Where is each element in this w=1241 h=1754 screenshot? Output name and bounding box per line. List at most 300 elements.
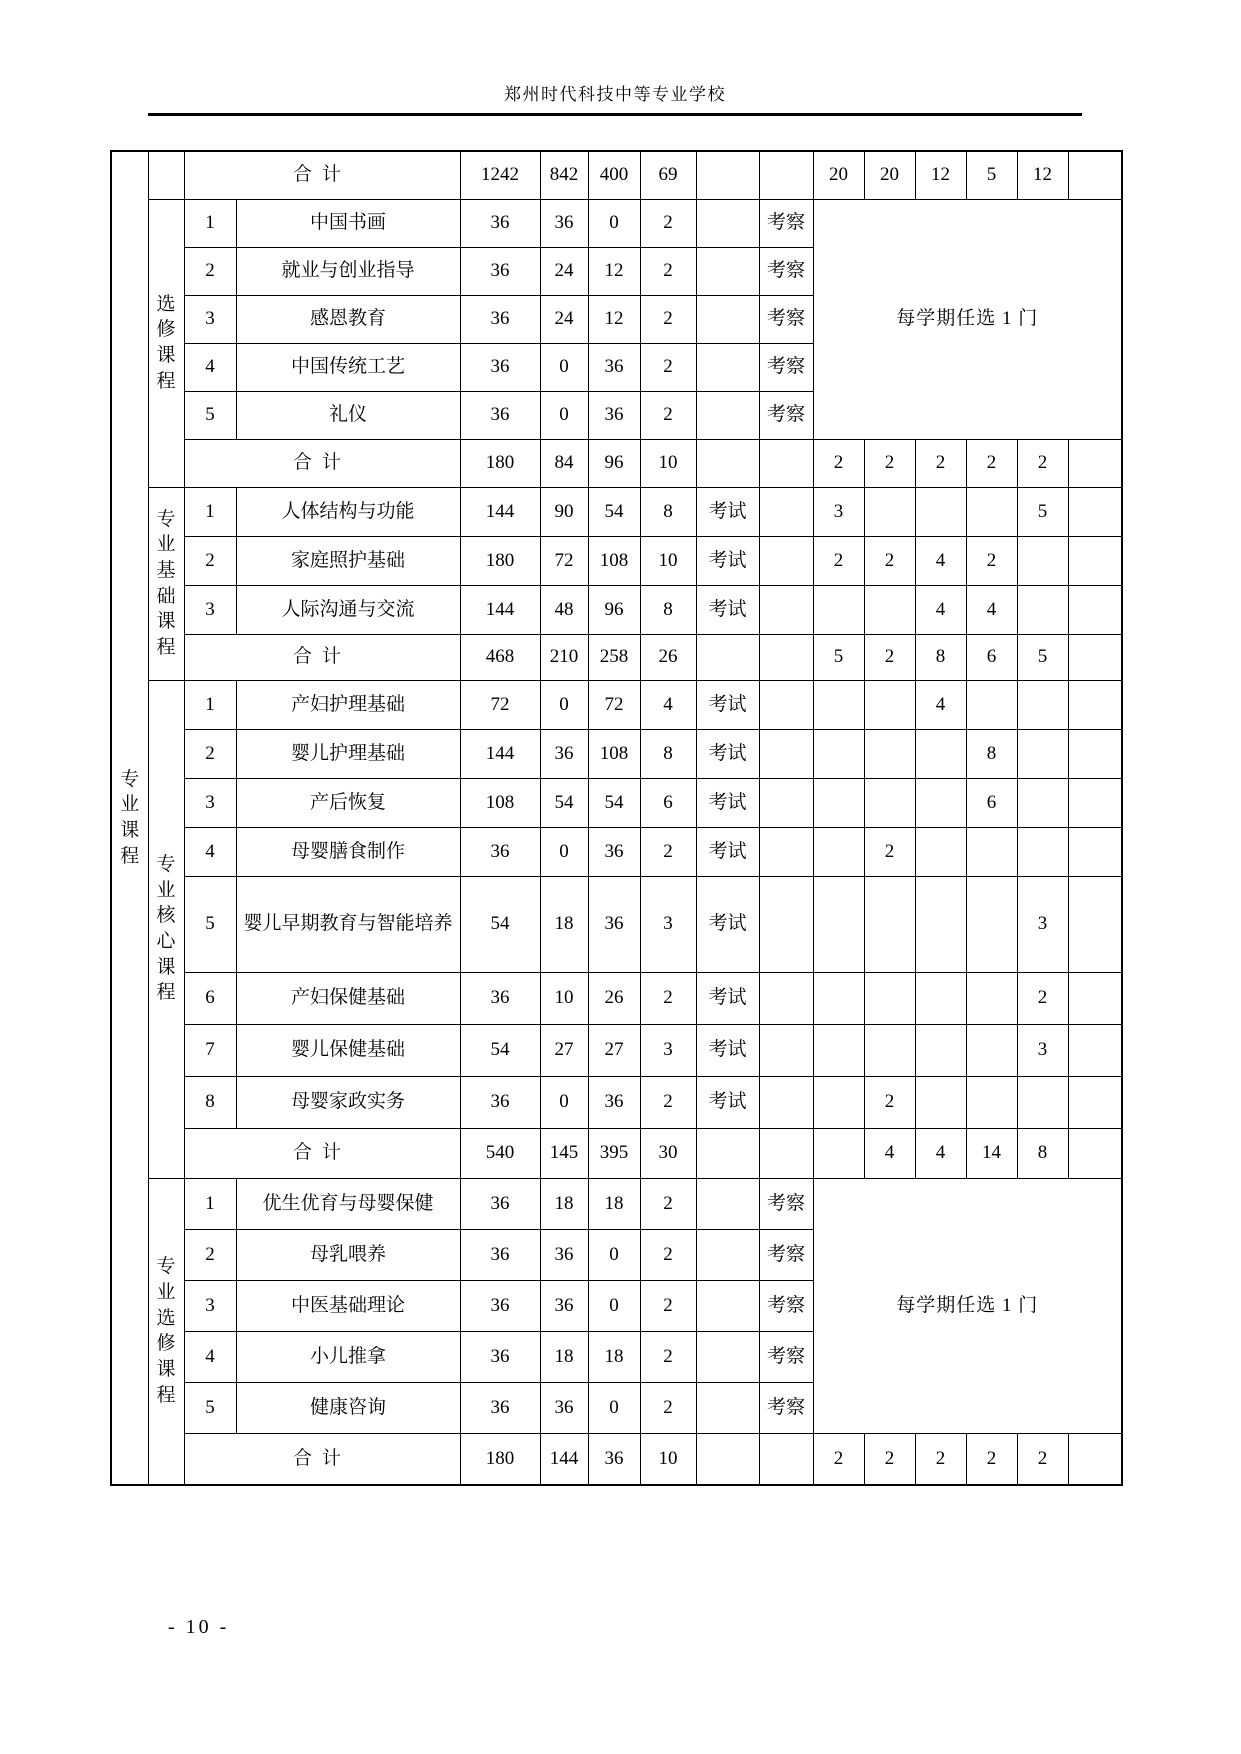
col-total-hours: 36 xyxy=(460,1076,540,1128)
col-semester-5: 2 xyxy=(1017,439,1068,487)
col-semester-2: 2 xyxy=(864,1076,915,1128)
table-row xyxy=(111,972,1122,1024)
col-practice-hours: 96 xyxy=(588,439,640,487)
col-course-name: 产妇保健基础 xyxy=(236,972,460,1024)
col-credits: 69 xyxy=(640,151,696,199)
col-semester-6 xyxy=(1068,680,1122,729)
col-semester-6 xyxy=(1068,585,1122,634)
col-credits: 2 xyxy=(640,1178,696,1229)
col-theory-hours: 145 xyxy=(540,1128,588,1178)
col-semester-5: 2 xyxy=(1017,972,1068,1024)
col-credits: 30 xyxy=(640,1128,696,1178)
col-credits: 2 xyxy=(640,1229,696,1280)
col-semester-4: 2 xyxy=(966,536,1017,585)
col-semester-3: 4 xyxy=(915,1128,966,1178)
col-course-name: 产妇护理基础 xyxy=(236,680,460,729)
col-semester-6 xyxy=(1068,972,1122,1024)
col-semester-2 xyxy=(864,876,915,972)
table-row xyxy=(111,536,1122,585)
col-semester-4: 6 xyxy=(966,634,1017,680)
col-practice-hours: 36 xyxy=(588,876,640,972)
col-total-hours: 144 xyxy=(460,729,540,778)
table-row xyxy=(111,876,1122,972)
col-semester-1 xyxy=(813,778,864,827)
col-course-name: 母婴膳食制作 xyxy=(236,827,460,876)
col-exam: 考试 xyxy=(696,536,759,585)
elective-note-cell: 每学期任选 1 门 xyxy=(813,1178,1122,1433)
col-credits: 4 xyxy=(640,680,696,729)
col-semester-5 xyxy=(1017,536,1068,585)
col-theory-hours: 0 xyxy=(540,680,588,729)
grand-total-label: 合计 xyxy=(184,151,460,199)
col-semester-5 xyxy=(1017,1076,1068,1128)
col-semester-3 xyxy=(915,487,966,536)
col-exam xyxy=(696,247,759,295)
col-course-name: 婴儿护理基础 xyxy=(236,729,460,778)
col-exam: 考试 xyxy=(696,972,759,1024)
col-serial: 4 xyxy=(184,827,236,876)
col-serial: 8 xyxy=(184,1076,236,1128)
col-exam xyxy=(696,1178,759,1229)
col-semester-4: 8 xyxy=(966,729,1017,778)
table-row xyxy=(111,634,1122,680)
col-serial: 4 xyxy=(184,1331,236,1382)
col-check xyxy=(759,1076,813,1128)
col-exam xyxy=(696,199,759,247)
col-semester-5 xyxy=(1017,585,1068,634)
col-check xyxy=(759,972,813,1024)
col-course-name: 礼仪 xyxy=(236,391,460,439)
col-theory-hours: 36 xyxy=(540,729,588,778)
section-label: 专业核心课程 xyxy=(148,680,184,1178)
col-semester-6 xyxy=(1068,151,1122,199)
col-check xyxy=(759,1128,813,1178)
col-credits: 8 xyxy=(640,729,696,778)
col-semester-2: 20 xyxy=(864,151,915,199)
col-semester-5 xyxy=(1017,778,1068,827)
col-course-name: 中国书画 xyxy=(236,199,460,247)
curriculum-table xyxy=(110,150,1123,1486)
col-semester-3 xyxy=(915,827,966,876)
col-semester-3: 4 xyxy=(915,680,966,729)
col-theory-hours: 54 xyxy=(540,778,588,827)
section-total-label: 合计 xyxy=(184,439,460,487)
col-total-hours: 54 xyxy=(460,1024,540,1076)
col-semester-6 xyxy=(1068,1076,1122,1128)
col-theory-hours: 144 xyxy=(540,1433,588,1485)
col-total-hours: 36 xyxy=(460,827,540,876)
col-practice-hours: 26 xyxy=(588,972,640,1024)
col-serial: 1 xyxy=(184,680,236,729)
col-credits: 2 xyxy=(640,247,696,295)
col-exam xyxy=(696,1128,759,1178)
col-practice-hours: 72 xyxy=(588,680,640,729)
col-check: 考察 xyxy=(759,1382,813,1433)
col-semester-6 xyxy=(1068,634,1122,680)
col-semester-1 xyxy=(813,729,864,778)
col-serial: 2 xyxy=(184,1229,236,1280)
col-course-name: 母乳喂养 xyxy=(236,1229,460,1280)
col-theory-hours: 0 xyxy=(540,827,588,876)
col-exam xyxy=(696,151,759,199)
col-semester-3 xyxy=(915,1076,966,1128)
col-course-name: 婴儿保健基础 xyxy=(236,1024,460,1076)
col-practice-hours: 395 xyxy=(588,1128,640,1178)
col-theory-hours: 0 xyxy=(540,343,588,391)
col-semester-1: 3 xyxy=(813,487,864,536)
col-credits: 10 xyxy=(640,536,696,585)
col-total-hours: 1242 xyxy=(460,151,540,199)
col-check xyxy=(759,827,813,876)
col-practice-hours: 108 xyxy=(588,536,640,585)
col-total-hours: 36 xyxy=(460,343,540,391)
col-course-name: 人体结构与功能 xyxy=(236,487,460,536)
col-semester-4 xyxy=(966,972,1017,1024)
col-semester-6 xyxy=(1068,827,1122,876)
section-total-label: 合计 xyxy=(184,1128,460,1178)
col-theory-hours: 18 xyxy=(540,1331,588,1382)
col-practice-hours: 12 xyxy=(588,295,640,343)
col-total-hours: 468 xyxy=(460,634,540,680)
col-semester-1: 5 xyxy=(813,634,864,680)
col-semester-6 xyxy=(1068,876,1122,972)
col-semester-5: 3 xyxy=(1017,876,1068,972)
col-theory-hours: 842 xyxy=(540,151,588,199)
section-label: 专业选修课程 xyxy=(148,1178,184,1485)
col-semester-5: 5 xyxy=(1017,487,1068,536)
col-check: 考察 xyxy=(759,1331,813,1382)
col-check: 考察 xyxy=(759,391,813,439)
table-row xyxy=(111,199,1122,247)
col-course-name: 母婴家政实务 xyxy=(236,1076,460,1128)
col-semester-2: 2 xyxy=(864,439,915,487)
col-theory-hours: 36 xyxy=(540,1382,588,1433)
col-practice-hours: 36 xyxy=(588,827,640,876)
col-semester-1 xyxy=(813,827,864,876)
col-total-hours: 36 xyxy=(460,391,540,439)
col-semester-1: 2 xyxy=(813,536,864,585)
col-practice-hours: 108 xyxy=(588,729,640,778)
col-semester-2 xyxy=(864,1024,915,1076)
col-semester-4: 14 xyxy=(966,1128,1017,1178)
col-semester-5: 8 xyxy=(1017,1128,1068,1178)
col-semester-2 xyxy=(864,585,915,634)
col-semester-5 xyxy=(1017,729,1068,778)
col-theory-hours: 36 xyxy=(540,1229,588,1280)
col-course-name: 优生优育与母婴保健 xyxy=(236,1178,460,1229)
col-practice-hours: 0 xyxy=(588,199,640,247)
table-row xyxy=(111,827,1122,876)
col-semester-3 xyxy=(915,729,966,778)
col-total-hours: 72 xyxy=(460,680,540,729)
col-exam: 考试 xyxy=(696,876,759,972)
col-semester-2: 2 xyxy=(864,536,915,585)
col-course-name: 健康咨询 xyxy=(236,1382,460,1433)
page-number: - 10 - xyxy=(168,1616,230,1638)
col-semester-2: 2 xyxy=(864,827,915,876)
col-course-name: 中医基础理论 xyxy=(236,1280,460,1331)
table-row xyxy=(111,439,1122,487)
col-serial: 3 xyxy=(184,778,236,827)
header-underline xyxy=(148,113,1082,116)
col-course-name: 产后恢复 xyxy=(236,778,460,827)
col-semester-4: 2 xyxy=(966,439,1017,487)
table-row xyxy=(111,729,1122,778)
col-semester-1: 2 xyxy=(813,439,864,487)
col-theory-hours: 0 xyxy=(540,391,588,439)
col-exam: 考试 xyxy=(696,1024,759,1076)
col-semester-6 xyxy=(1068,1433,1122,1485)
col-semester-3: 4 xyxy=(915,536,966,585)
col-exam: 考试 xyxy=(696,680,759,729)
col-semester-6 xyxy=(1068,1024,1122,1076)
col-practice-hours: 54 xyxy=(588,778,640,827)
col-theory-hours: 84 xyxy=(540,439,588,487)
col-total-hours: 144 xyxy=(460,487,540,536)
col-practice-hours: 0 xyxy=(588,1280,640,1331)
col-course-name: 小儿推拿 xyxy=(236,1331,460,1382)
col-semester-2 xyxy=(864,680,915,729)
col-serial: 2 xyxy=(184,729,236,778)
col-check xyxy=(759,1433,813,1485)
col-practice-hours: 36 xyxy=(588,1433,640,1485)
col-serial: 5 xyxy=(184,876,236,972)
col-practice-hours: 54 xyxy=(588,487,640,536)
col-total-hours: 36 xyxy=(460,1178,540,1229)
col-exam xyxy=(696,343,759,391)
col-semester-3: 2 xyxy=(915,1433,966,1485)
school-name-title: 郑州时代科技中等专业学校 xyxy=(504,85,726,104)
col-semester-5: 3 xyxy=(1017,1024,1068,1076)
col-check: 考察 xyxy=(759,1178,813,1229)
col-theory-hours: 36 xyxy=(540,199,588,247)
col-practice-hours: 0 xyxy=(588,1382,640,1433)
col-check xyxy=(759,778,813,827)
col-serial: 3 xyxy=(184,1280,236,1331)
col-exam xyxy=(696,1280,759,1331)
table-row xyxy=(111,680,1122,729)
col-semester-2: 4 xyxy=(864,1128,915,1178)
col-exam: 考试 xyxy=(696,585,759,634)
table-row xyxy=(111,1076,1122,1128)
col-credits: 2 xyxy=(640,1280,696,1331)
col-exam xyxy=(696,634,759,680)
col-check: 考察 xyxy=(759,1229,813,1280)
table-row xyxy=(111,151,1122,199)
col-semester-3: 8 xyxy=(915,634,966,680)
col-serial: 7 xyxy=(184,1024,236,1076)
col-semester-3 xyxy=(915,778,966,827)
col-semester-2: 2 xyxy=(864,1433,915,1485)
col-credits: 2 xyxy=(640,972,696,1024)
col-serial: 1 xyxy=(184,1178,236,1229)
col-practice-hours: 18 xyxy=(588,1178,640,1229)
col-total-hours: 54 xyxy=(460,876,540,972)
col-semester-4: 5 xyxy=(966,151,1017,199)
col-check xyxy=(759,680,813,729)
col-semester-4: 6 xyxy=(966,778,1017,827)
col-theory-hours: 27 xyxy=(540,1024,588,1076)
col-semester-4 xyxy=(966,1024,1017,1076)
col-check xyxy=(759,585,813,634)
col-semester-1 xyxy=(813,876,864,972)
col-semester-4 xyxy=(966,876,1017,972)
col-theory-hours: 18 xyxy=(540,876,588,972)
elective-note-cell: 每学期任选 1 门 xyxy=(813,199,1122,439)
col-semester-3: 4 xyxy=(915,585,966,634)
col-practice-hours: 258 xyxy=(588,634,640,680)
col-credits: 8 xyxy=(640,585,696,634)
col-semester-6 xyxy=(1068,439,1122,487)
col-semester-2: 2 xyxy=(864,634,915,680)
col-semester-1 xyxy=(813,972,864,1024)
col-check xyxy=(759,439,813,487)
col-check xyxy=(759,729,813,778)
col-credits: 3 xyxy=(640,876,696,972)
col-course-name: 婴儿早期教育与智能培养 xyxy=(236,876,460,972)
table-row xyxy=(111,1128,1122,1178)
col-theory-hours: 36 xyxy=(540,1280,588,1331)
col-total-hours: 36 xyxy=(460,295,540,343)
col-credits: 10 xyxy=(640,1433,696,1485)
col-theory-hours: 24 xyxy=(540,295,588,343)
col-practice-hours: 18 xyxy=(588,1331,640,1382)
col-credits: 2 xyxy=(640,295,696,343)
col-total-hours: 36 xyxy=(460,1229,540,1280)
col-practice-hours: 36 xyxy=(588,1076,640,1128)
col-practice-hours: 27 xyxy=(588,1024,640,1076)
document-header xyxy=(148,84,1082,116)
col-credits: 2 xyxy=(640,827,696,876)
col-semester-2 xyxy=(864,487,915,536)
col-semester-1: 20 xyxy=(813,151,864,199)
col-check xyxy=(759,487,813,536)
col-semester-6 xyxy=(1068,1128,1122,1178)
col-total-hours: 36 xyxy=(460,247,540,295)
col-serial: 4 xyxy=(184,343,236,391)
col-credits: 3 xyxy=(640,1024,696,1076)
col-semester-4: 2 xyxy=(966,1433,1017,1485)
col-serial: 3 xyxy=(184,585,236,634)
col-serial: 1 xyxy=(184,199,236,247)
col-semester-1 xyxy=(813,1024,864,1076)
col-semester-5 xyxy=(1017,827,1068,876)
col-practice-hours: 96 xyxy=(588,585,640,634)
col-semester-3 xyxy=(915,876,966,972)
col-semester-6 xyxy=(1068,536,1122,585)
col-practice-hours: 12 xyxy=(588,247,640,295)
col-credits: 2 xyxy=(640,199,696,247)
section-label: 选修课程 xyxy=(148,199,184,487)
table-row xyxy=(111,778,1122,827)
col-check: 考察 xyxy=(759,1280,813,1331)
col-exam: 考试 xyxy=(696,487,759,536)
col-exam xyxy=(696,439,759,487)
col-credits: 6 xyxy=(640,778,696,827)
col-semester-2 xyxy=(864,972,915,1024)
col-total-hours: 36 xyxy=(460,1280,540,1331)
col-semester-5: 5 xyxy=(1017,634,1068,680)
col-check: 考察 xyxy=(759,247,813,295)
col-semester-1 xyxy=(813,1128,864,1178)
col-total-hours: 36 xyxy=(460,972,540,1024)
col-semester-1 xyxy=(813,1076,864,1128)
col-theory-hours: 0 xyxy=(540,1076,588,1128)
col-semester-5 xyxy=(1017,680,1068,729)
col-serial: 5 xyxy=(184,1382,236,1433)
table-row xyxy=(111,1433,1122,1485)
col-semester-4 xyxy=(966,680,1017,729)
col-exam xyxy=(696,1382,759,1433)
col-check xyxy=(759,536,813,585)
col-semester-4 xyxy=(966,487,1017,536)
col-semester-2 xyxy=(864,729,915,778)
col-check xyxy=(759,876,813,972)
col-total-hours: 180 xyxy=(460,1433,540,1485)
col-theory-hours: 210 xyxy=(540,634,588,680)
col-theory-hours: 48 xyxy=(540,585,588,634)
col-total-hours: 36 xyxy=(460,199,540,247)
col-semester-5: 12 xyxy=(1017,151,1068,199)
col-semester-1 xyxy=(813,585,864,634)
col-credits: 2 xyxy=(640,343,696,391)
table-row xyxy=(111,1024,1122,1076)
col-check: 考察 xyxy=(759,199,813,247)
col-practice-hours: 36 xyxy=(588,343,640,391)
col-check: 考察 xyxy=(759,343,813,391)
col-total-hours: 36 xyxy=(460,1331,540,1382)
col-exam: 考试 xyxy=(696,827,759,876)
col-credits: 10 xyxy=(640,439,696,487)
col-exam: 考试 xyxy=(696,1076,759,1128)
section-label-blank xyxy=(148,151,184,199)
col-practice-hours: 0 xyxy=(588,1229,640,1280)
col-semester-1: 2 xyxy=(813,1433,864,1485)
major-group-label: 专业课程 xyxy=(111,151,148,1485)
col-serial: 2 xyxy=(184,247,236,295)
col-total-hours: 144 xyxy=(460,585,540,634)
table-row xyxy=(111,487,1122,536)
col-serial: 6 xyxy=(184,972,236,1024)
col-theory-hours: 24 xyxy=(540,247,588,295)
col-theory-hours: 18 xyxy=(540,1178,588,1229)
col-check xyxy=(759,634,813,680)
col-total-hours: 180 xyxy=(460,439,540,487)
col-serial: 1 xyxy=(184,487,236,536)
col-semester-6 xyxy=(1068,729,1122,778)
col-course-name: 中国传统工艺 xyxy=(236,343,460,391)
col-check: 考察 xyxy=(759,295,813,343)
col-exam xyxy=(696,295,759,343)
table-row xyxy=(111,1178,1122,1229)
col-practice-hours: 36 xyxy=(588,391,640,439)
col-semester-3 xyxy=(915,972,966,1024)
col-theory-hours: 90 xyxy=(540,487,588,536)
col-semester-4 xyxy=(966,827,1017,876)
col-exam: 考试 xyxy=(696,778,759,827)
table-row xyxy=(111,585,1122,634)
col-course-name: 就业与创业指导 xyxy=(236,247,460,295)
col-theory-hours: 72 xyxy=(540,536,588,585)
col-credits: 2 xyxy=(640,1076,696,1128)
col-course-name: 人际沟通与交流 xyxy=(236,585,460,634)
col-semester-6 xyxy=(1068,778,1122,827)
col-exam xyxy=(696,1331,759,1382)
col-exam xyxy=(696,1433,759,1485)
col-semester-2 xyxy=(864,778,915,827)
col-serial: 3 xyxy=(184,295,236,343)
col-total-hours: 540 xyxy=(460,1128,540,1178)
